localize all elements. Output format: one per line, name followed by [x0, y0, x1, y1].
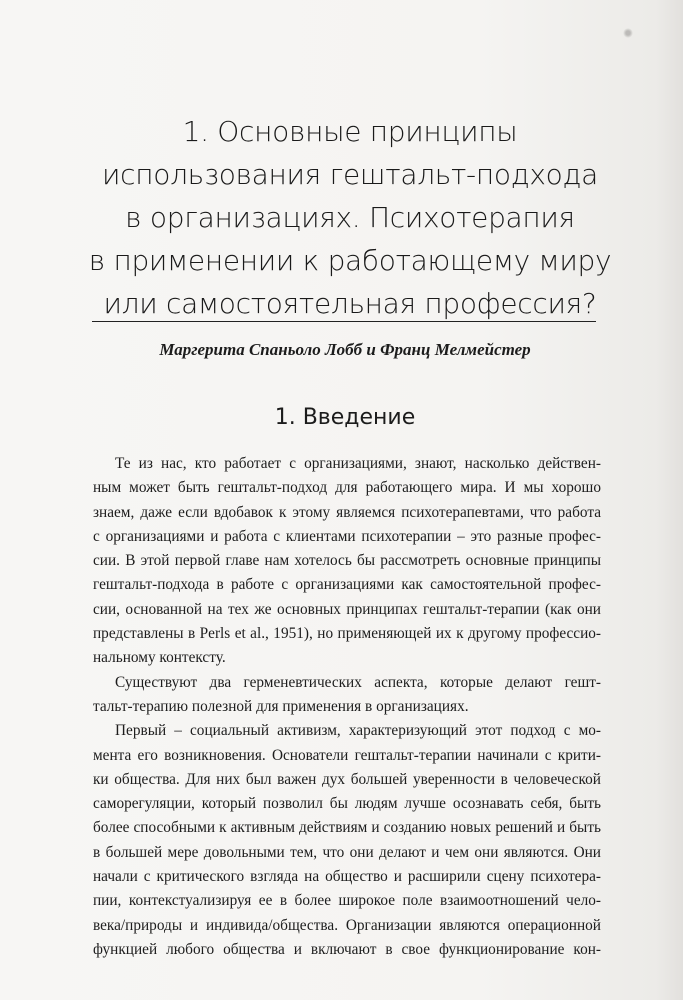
chapter-title-line: 1. Основные принципы: [182, 115, 518, 148]
text-line: сии. В этой первой главе нам хотелось бы рассмотреть основные принципы: [93, 552, 601, 570]
text-line: знаем, даже если вдобавок к этому являемся психотерапевтами, что работа: [93, 503, 601, 521]
text-line: более способными к активным действиям и созданию новых решений и быть: [93, 819, 601, 837]
text-line: ным может быть гештальт-подход для работающего мира. И мы хорошо: [93, 479, 601, 497]
text-line: Существуют два герменевтических аспекта, которые делают гешт-: [115, 673, 601, 691]
text-line: пии, контекстуализируя ее в более широкое поле взаимоотношений чело-: [93, 892, 601, 910]
chapter-title-line: в применении к работающему миру: [88, 244, 612, 277]
title-divider: [92, 321, 596, 322]
text-line: представлены в Perls et al., 1951), но применяющей их к другому профессио-: [93, 625, 601, 643]
paragraph-2: [93, 671, 601, 720]
body-text: [93, 452, 601, 962]
text-line: тальт-терапию полезной для применения в организациях.: [93, 697, 469, 715]
paragraph-1: [93, 452, 601, 671]
text-line: Первый – социальный активизм, характеризующий этот подход с мо-: [115, 722, 601, 740]
text-line: начали с критического взгляда на общество и расширили сцену психотера-: [93, 868, 601, 886]
text-line: Те из нас, кто работает с организациями, знают, насколько действен-: [115, 455, 601, 472]
text-line: в большей мере довольными тем, что они делают и чем они являются. Они: [93, 843, 601, 861]
chapter-title-line: или самостоятельная профессия?: [103, 287, 597, 320]
text-line: гештальт-подхода в работе с организациями как самостоятельной профес-: [93, 576, 601, 594]
text-line: саморегуляции, который позволил бы людям лучше осознавать себя, быть: [93, 795, 601, 813]
chapter-title: [60, 110, 640, 325]
chapter-title-line: использования гештальт-подхода: [102, 158, 598, 191]
text-line: ки общества. Для них был важен дух большей уверенности в человеческой: [93, 770, 601, 788]
paragraph-3: [93, 719, 601, 962]
page-corner-mark: [623, 28, 633, 38]
text-line: мента его возникновения. Основатели гештальт-терапии начинали с крити-: [93, 746, 601, 764]
text-line: с организациями и работа с клиентами психотерапии – это разные профес-: [93, 527, 601, 545]
text-line: нальному контексту.: [93, 649, 226, 667]
text-line: сии, основанной на тех же основных принципах гештальт-терапии (как они: [93, 600, 601, 618]
text-line: функцией любого общества и включают в свое функционирование кон-: [93, 940, 601, 958]
chapter-title-line: в организациях. Психотерапия: [125, 201, 575, 234]
section-heading: 1. Введение: [274, 405, 416, 430]
chapter-authors: Маргерита Спаньоло Лобб и Франц Мелмейстер: [159, 340, 531, 359]
text-line: века/природы и индивида/общества. Организации являются операционной: [93, 916, 601, 934]
